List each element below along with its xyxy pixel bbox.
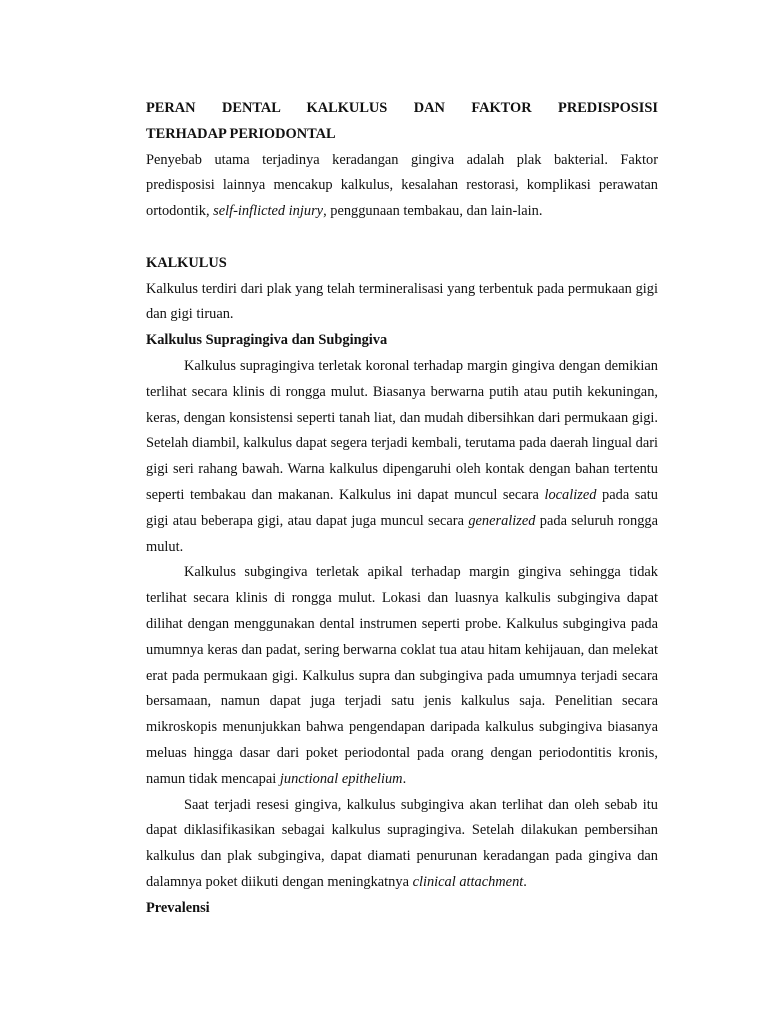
document-title bbox=[146, 96, 658, 148]
p3-italic-clinical: clinical attachment bbox=[412, 873, 524, 890]
kalkulus-definition: Kalkulus terdiri dari plak yang telah termineralisasi yang terbentuk pada permukaan gigi dan gigi tiruan. bbox=[146, 280, 658, 323]
intro-text-2: , penggunaan tembakau, dan lain-lain. bbox=[323, 203, 543, 220]
p1-text-1: Kalkulus supragingiva terletak koronal terhadap margin gingiva dengan demikian terlihat secara klinis di rongga mulut. Biasanya berwarna putih atau putih kekuningan, keras, dengan konsistensi seperti tanah liat, dan mudah dibersihkan dari permukaan gigi. Setelah diambil, kalkulus dapat segera terjadi kembali, terutama pada daerah lingual dari gigi seri rahang bawah. Warna kalkulus dipengaruhi oleh kontak dengan bahan tertentu seperti tembakau dan makanan. Kalkulus ini dapat muncul secara bbox=[146, 357, 658, 503]
p1-italic-generalized: generalized bbox=[468, 512, 536, 529]
paragraph-resesi bbox=[146, 793, 658, 896]
p2-text-2: . bbox=[402, 770, 407, 787]
intro-paragraph bbox=[146, 148, 658, 225]
p3-text-1: Saat terjadi resesi gingiva, kalkulus subgingiva akan terlihat dan oleh sebab itu dapat diklasifikasikan sebagai kalkulus supragingiva. Setelah dilakukan pembersihan kalkulus dan plak subgingiva, dapat diamati penurunan keradangan pada gingiva dan dalamnya poket diikuti dengan meningkatnya bbox=[146, 796, 658, 890]
p2-italic-junctional: junctional epithelium bbox=[279, 770, 403, 787]
intro-italic-term: self-inflicted injury bbox=[213, 203, 324, 220]
section-heading-kalkulus: KALKULUS bbox=[146, 254, 227, 271]
title-line-2: TERHADAP PERIODONTAL bbox=[146, 125, 336, 142]
p2-text-1: Kalkulus subgingiva terletak apikal terhadap margin gingiva sehingga tidak terlihat secara klinis di rongga mulut. Lokasi dan luasnya kalkulis subgingiva dapat dilihat dengan menggunakan dental instrumen seperti probe. Kalkulus subgingiva pada umumnya keras dan padat, sering berwarna coklat tua atau hitam kehijauan, dan melekat erat pada permukaan gigi. Kalkulus supra dan subgingiva pada umumnya terjadi secara bersamaan, namun dapat juga terjadi satu jenis kalkulus saja. Penelitian secara mikroskopis menunjukkan bahwa pengendapan daripada kalkulus subgingiva biasanya meluas hingga dasar dari poket periodontal pada orang dengan periodontitis kronis, namun tidak mencapai bbox=[146, 564, 658, 787]
p3-text-2: . bbox=[523, 873, 527, 890]
intro-text-1: Penyebab utama terjadinya keradangan gingiva adalah plak bakterial. Faktor predisposisi lainnya mencakup kalkulus, kesalahan restorasi, komplikasi perawatan ortodontik, bbox=[146, 151, 658, 220]
p1-text-3: pada seluruh rongga mulut. bbox=[146, 512, 658, 555]
title-line-1: PERAN DENTAL KALKULUS DAN FAKTOR PREDISPOSISI bbox=[146, 100, 658, 116]
paragraph-subgingiva bbox=[146, 560, 658, 792]
spacer bbox=[146, 225, 658, 251]
p1-text-2: pada satu gigi atau beberapa gigi, atau dapat juga muncul secara bbox=[146, 486, 658, 529]
document-page bbox=[146, 96, 658, 922]
section-heading-prevalensi: Prevalensi bbox=[146, 899, 210, 916]
paragraph-supragingiva bbox=[146, 354, 658, 560]
subsection-heading: Kalkulus Supragingiva dan Subgingiva bbox=[146, 332, 388, 349]
p1-italic-localized: localized bbox=[544, 486, 597, 503]
